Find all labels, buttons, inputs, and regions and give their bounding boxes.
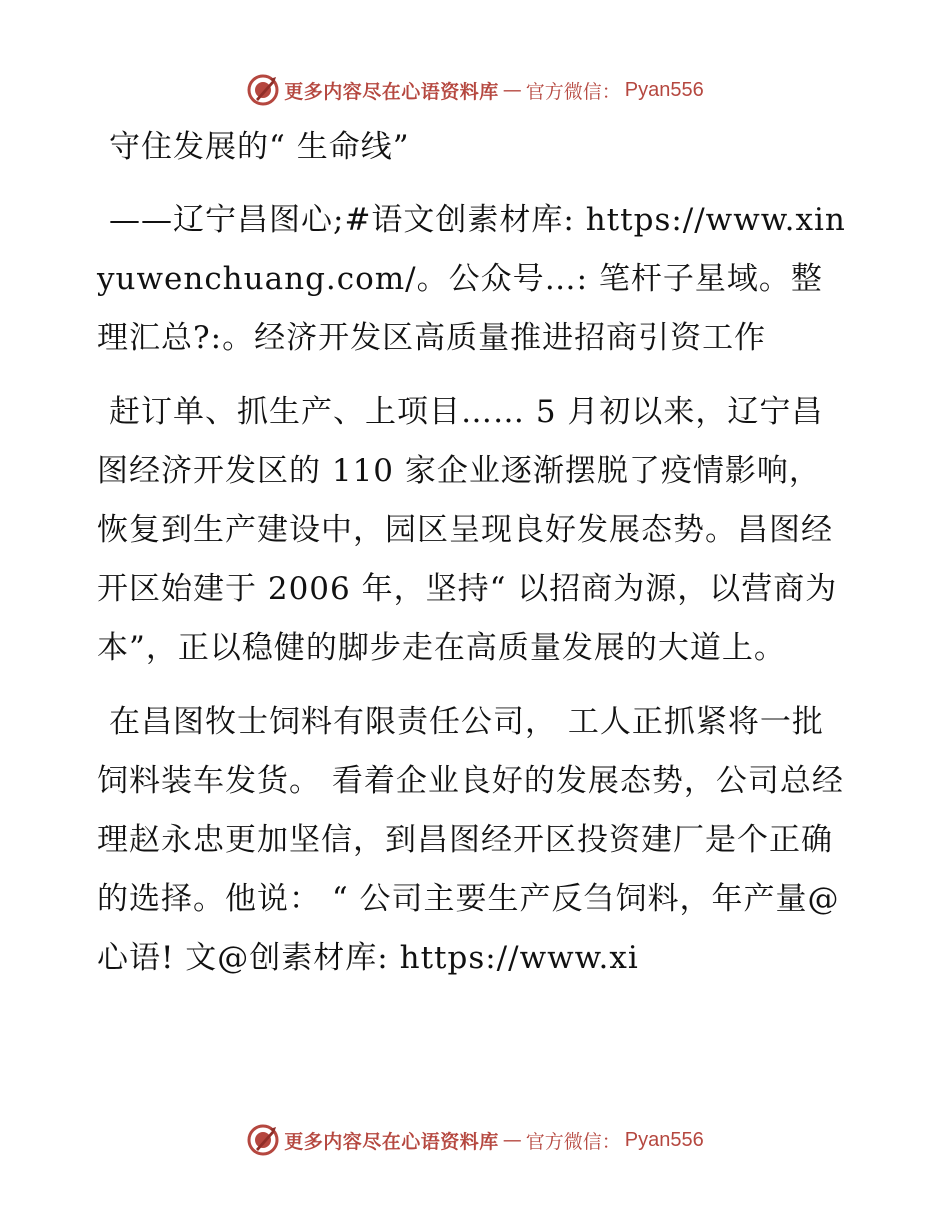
brand-logo-icon bbox=[246, 73, 280, 107]
document-body bbox=[97, 118, 852, 988]
paragraph-2: 在昌图牧士饲料有限责任公司， 工人正抓紧将一批饲料装车发货。 看着企业良好的发展态势，公司总经理赵永忠更加坚信，到昌图经开区投资建厂是个正确的选择。他说： “ 公司主要生产反刍饲料，年产量@心语! 文@创素材库: https://www.xi bbox=[97, 704, 844, 976]
banner-wechat-id: Pyan556 bbox=[624, 78, 704, 101]
banner-dash: — bbox=[502, 1129, 522, 1151]
footer-banner bbox=[0, 1120, 950, 1160]
header-banner bbox=[0, 70, 950, 110]
banner-text: 更多内容尽在心语资料库 bbox=[284, 1130, 499, 1153]
banner-official-label: 官方微信： bbox=[525, 80, 621, 103]
brand-logo-icon bbox=[246, 1123, 280, 1157]
banner-text: 更多内容尽在心语资料库 bbox=[284, 80, 499, 103]
banner-wechat-id: Pyan556 bbox=[624, 1128, 704, 1151]
document-title: 守住发展的“ 生命线” bbox=[109, 129, 410, 165]
banner-dash: — bbox=[502, 79, 522, 101]
paragraph-1: 赶订单、抓生产、上项目…… 5 月初以来，辽宁昌图经济开发区的 110 家企业逐渐摆脱了疫情影响，恢复到生产建设中，园区呈现良好发展态势。昌图经开区始建于 2006 年，坚持“ 以招商为源，以营商为本”，正以稳健的脚步走在高质量发展的大道上。 bbox=[97, 394, 838, 666]
banner-official-label: 官方微信： bbox=[525, 1130, 621, 1153]
document-subtitle: ——辽宁昌图心;#语文创素材库: https://www.xinyuwenchuang.com/。公众号…: 笔杆子星域。整理汇总?:。经济开发区高质量推进招商引资工作 bbox=[97, 202, 846, 356]
